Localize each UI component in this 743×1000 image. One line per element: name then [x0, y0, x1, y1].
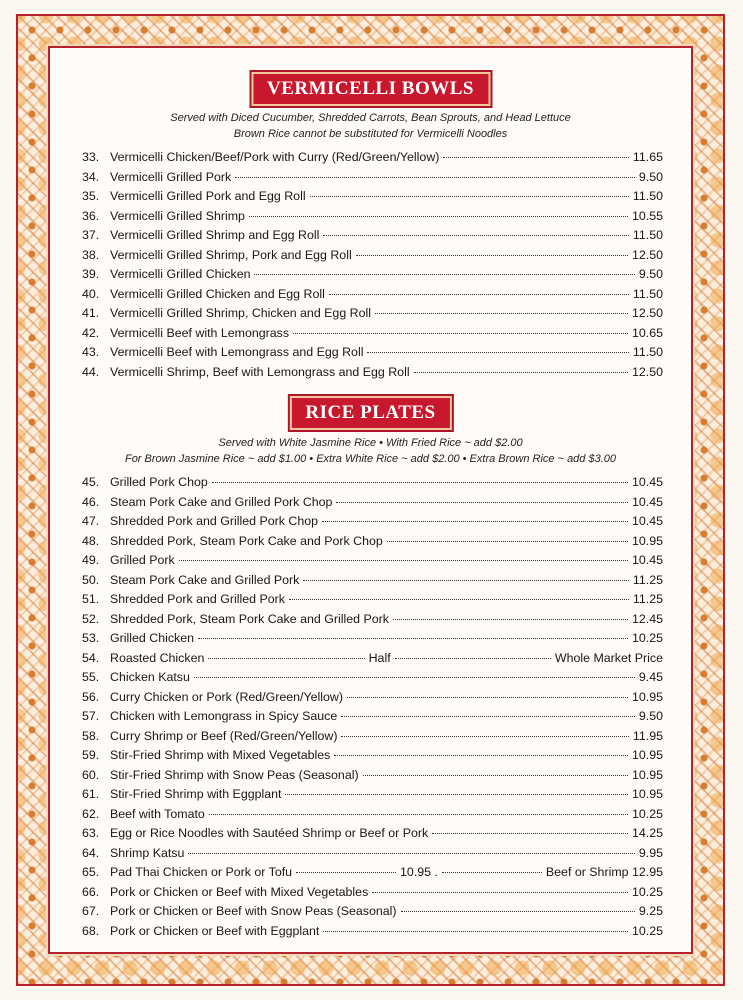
- item-price: 10.95: [631, 748, 663, 762]
- item-name: Pork or Chicken or Beef with Mixed Vegetables: [110, 884, 369, 899]
- item-number: 47.: [82, 514, 100, 528]
- item-price: 10.25: [631, 884, 663, 899]
- dot-leader: [414, 372, 628, 373]
- item-name: Vermicelli Chicken/Beef/Pork with Curry (Red/Green/Yellow): [110, 150, 440, 164]
- item-price: 10.25: [631, 631, 663, 645]
- item-price: Whole Market Price: [554, 650, 664, 665]
- menu-item: [82, 343, 663, 363]
- item-price: 11.25: [632, 572, 663, 587]
- dot-leader: [249, 216, 628, 217]
- item-number: 63.: [82, 826, 100, 840]
- menu-item: [82, 688, 663, 708]
- dot-leader: [235, 177, 635, 178]
- menu-item: [82, 324, 663, 344]
- item-name: Vermicelli Grilled Pork and Egg Roll: [110, 189, 306, 203]
- item-number: 43.: [82, 345, 100, 359]
- dot-leader: [198, 638, 628, 639]
- item-name: Vermicelli Grilled Chicken and Egg Roll: [110, 286, 325, 301]
- item-number: 33.: [82, 150, 100, 164]
- menu-item: [82, 649, 663, 669]
- item-price: 14.25: [631, 826, 663, 840]
- item-price: 11.50: [632, 189, 663, 203]
- menu-item: [82, 265, 663, 285]
- item-name: Pork or Chicken or Beef with Snow Peas (Seasonal): [110, 904, 397, 918]
- item-number: 36.: [82, 208, 100, 223]
- dot-leader: [323, 931, 628, 932]
- dot-leader: [367, 352, 628, 353]
- item-price: 10.95: [631, 689, 663, 704]
- item-half-price: Half: [368, 650, 391, 665]
- rice-note-2: For Brown Jasmine Rice ~ add $1.00 • Extra White Rice ~ add $2.00 • Extra Brown Rice ~ add $3.00: [124, 453, 617, 465]
- item-number: 51.: [82, 592, 100, 606]
- item-price: 10.25: [631, 923, 663, 938]
- dot-leader: [347, 697, 628, 698]
- menu-item: [82, 226, 663, 246]
- item-number: 48.: [82, 533, 100, 548]
- item-name: Stir-Fried Shrimp with Eggplant: [110, 787, 282, 801]
- dot-leader: [334, 755, 628, 756]
- dot-leader: [289, 599, 629, 600]
- item-price: 11.65: [632, 150, 663, 164]
- menu-item: [82, 493, 663, 513]
- dot-leader: [341, 736, 628, 737]
- menu-item: [82, 727, 663, 747]
- menu-item: [82, 629, 663, 649]
- item-number: 57.: [82, 709, 100, 723]
- item-name: Stir-Fried Shrimp with Snow Peas (Seasonal): [110, 767, 359, 782]
- dot-leader: [209, 814, 628, 815]
- item-price: 10.45: [631, 514, 663, 528]
- item-name: Beef with Tomato: [110, 806, 205, 821]
- item-number: 41.: [82, 306, 100, 320]
- item-name: Grilled Pork: [110, 553, 175, 567]
- dot-leader: [254, 274, 634, 275]
- item-name: Egg or Rice Noodles with Sautéed Shrimp or Beef or Pork: [110, 826, 429, 840]
- menu-item: [82, 168, 663, 188]
- menu-item: [82, 785, 663, 805]
- item-number: 56.: [82, 689, 100, 704]
- item-price: 10.95: [631, 767, 663, 782]
- item-half-price: 10.95 .: [400, 865, 438, 879]
- item-number: 46.: [82, 494, 100, 509]
- menu-item: [82, 844, 663, 864]
- menu-item: [82, 207, 663, 227]
- dot-leader: [372, 892, 628, 893]
- menu-item: [82, 668, 663, 688]
- item-number: 61.: [82, 787, 100, 801]
- dot-leader: [401, 911, 635, 912]
- item-number: 68.: [82, 923, 100, 938]
- menu-item: [82, 766, 663, 786]
- menu-item: [82, 746, 663, 766]
- menu-item: [82, 363, 663, 383]
- vermicelli-note-2: Brown Rice cannot be substituted for Vermicelli Noodles: [233, 128, 508, 140]
- dot-leader: [322, 521, 628, 522]
- item-name: Vermicelli Beef with Lemongrass and Egg Roll: [110, 345, 364, 359]
- menu-item: [82, 902, 663, 922]
- item-name: Shredded Pork and Grilled Pork Chop: [110, 514, 319, 528]
- dot-leader: [296, 872, 396, 873]
- menu-item: [82, 824, 663, 844]
- dot-leader: [356, 255, 628, 256]
- dot-leader: [323, 235, 629, 236]
- item-price: 10.45: [631, 553, 663, 567]
- item-number: 64.: [82, 845, 100, 860]
- item-price: 12.50: [631, 247, 663, 262]
- item-price: 10.95: [631, 787, 663, 801]
- dot-leader: [310, 196, 629, 197]
- dot-leader: [395, 658, 551, 659]
- item-name: Grilled Chicken: [110, 631, 195, 645]
- menu-item: [82, 805, 663, 825]
- item-price: 9.25: [638, 904, 663, 918]
- item-number: 62.: [82, 806, 100, 821]
- item-number: 66.: [82, 884, 100, 899]
- menu-item: [82, 551, 663, 571]
- dot-leader: [303, 580, 629, 581]
- item-name: Vermicelli Grilled Shrimp, Chicken and Egg Roll: [110, 306, 371, 320]
- item-name: Chicken Katsu: [110, 670, 190, 684]
- item-number: 52.: [82, 611, 100, 626]
- dot-leader: [336, 502, 628, 503]
- menu-item: [82, 473, 663, 493]
- dot-leader: [375, 313, 628, 314]
- item-name: Vermicelli Grilled Shrimp, Pork and Egg Roll: [110, 247, 352, 262]
- item-name: Curry Chicken or Pork (Red/Green/Yellow): [110, 689, 343, 704]
- item-number: 50.: [82, 572, 100, 587]
- dot-leader: [212, 482, 628, 483]
- menu-item: [82, 532, 663, 552]
- dot-leader: [432, 833, 628, 834]
- item-name: Shredded Pork and Grilled Pork: [110, 592, 285, 606]
- vermicelli-title: VERMICELLI BOWLS: [251, 72, 490, 106]
- vermicelli-list: [82, 148, 663, 382]
- item-price: Beef or Shrimp 12.95: [545, 865, 663, 879]
- item-price: 10.25: [631, 806, 663, 821]
- rice-plates-title: RICE PLATES: [289, 396, 451, 430]
- dot-leader: [341, 716, 635, 717]
- item-price: 9.95: [638, 845, 663, 860]
- rice-note-1: Served with White Jasmine Rice • With Fried Rice ~ add $2.00: [218, 437, 523, 449]
- item-name: Shredded Pork, Steam Pork Cake and Grilled Pork: [110, 611, 389, 626]
- item-number: 42.: [82, 325, 100, 340]
- dot-leader: [363, 775, 628, 776]
- item-number: 34.: [82, 169, 100, 184]
- item-name: Vermicelli Grilled Shrimp: [110, 208, 245, 223]
- item-number: 67.: [82, 904, 100, 918]
- item-name: Grilled Pork Chop: [110, 475, 208, 489]
- menu-item: [82, 707, 663, 727]
- item-number: 60.: [82, 767, 100, 782]
- item-price: 9.50: [638, 169, 663, 184]
- item-price: 11.50: [632, 345, 663, 359]
- menu-item: [82, 148, 663, 168]
- item-number: 59.: [82, 748, 100, 762]
- item-price: 10.45: [631, 475, 663, 489]
- menu-item: [82, 304, 663, 324]
- menu-item: [82, 571, 663, 591]
- item-number: 49.: [82, 553, 100, 567]
- item-price: 11.25: [632, 592, 663, 606]
- item-number: 40.: [82, 286, 100, 301]
- item-name: Roasted Chicken: [110, 650, 205, 665]
- dot-leader: [387, 541, 628, 542]
- item-price: 10.65: [631, 325, 663, 340]
- item-price: 10.55: [631, 208, 663, 223]
- dot-leader: [179, 560, 628, 561]
- item-name: Shredded Pork, Steam Pork Cake and Pork Chop: [110, 533, 383, 548]
- item-name: Pad Thai Chicken or Pork or Tofu: [110, 865, 293, 879]
- item-name: Stir-Fried Shrimp with Mixed Vegetables: [110, 748, 331, 762]
- item-price: 11.95: [632, 728, 663, 743]
- menu-item: [82, 512, 663, 532]
- item-number: 38.: [82, 247, 100, 262]
- item-name: Shrimp Katsu: [110, 845, 185, 860]
- menu-item: [82, 285, 663, 305]
- item-price: 9.50: [638, 709, 663, 723]
- item-number: 53.: [82, 631, 100, 645]
- item-name: Chicken with Lemongrass in Spicy Sauce: [110, 709, 338, 723]
- item-name: Pork or Chicken or Beef with Eggplant: [110, 923, 320, 938]
- item-name: Curry Shrimp or Beef (Red/Green/Yellow): [110, 728, 338, 743]
- item-price: 12.50: [631, 364, 663, 379]
- item-number: 55.: [82, 670, 100, 684]
- menu-item: [82, 187, 663, 207]
- dot-leader: [329, 294, 629, 295]
- dot-leader: [208, 658, 364, 659]
- item-name: Steam Pork Cake and Grilled Pork Chop: [110, 494, 333, 509]
- item-price: 10.45: [631, 494, 663, 509]
- item-number: 58.: [82, 728, 100, 743]
- menu-item: [82, 863, 663, 883]
- item-number: 45.: [82, 475, 100, 489]
- dot-leader: [393, 619, 628, 620]
- item-number: 54.: [82, 650, 100, 665]
- item-name: Vermicelli Grilled Shrimp and Egg Roll: [110, 228, 320, 242]
- item-number: 37.: [82, 228, 100, 242]
- menu-item: [82, 922, 663, 942]
- dot-leader: [285, 794, 628, 795]
- menu-item: [82, 610, 663, 630]
- item-price: 9.45: [638, 670, 663, 684]
- dot-leader: [293, 333, 628, 334]
- menu-content: [48, 46, 693, 954]
- item-price: 11.50: [632, 228, 663, 242]
- item-price: 9.50: [638, 267, 663, 281]
- dot-leader: [188, 853, 635, 854]
- item-number: 39.: [82, 267, 100, 281]
- menu-item: [82, 883, 663, 903]
- item-name: Vermicelli Grilled Pork: [110, 169, 232, 184]
- dot-leader: [194, 677, 635, 678]
- item-price: 11.50: [632, 286, 663, 301]
- vermicelli-note-1: Served with Diced Cucumber, Shredded Carrots, Bean Sprouts, and Head Lettuce: [170, 112, 571, 124]
- dot-leader: [443, 157, 629, 158]
- item-number: 65.: [82, 865, 100, 879]
- menu-item: [82, 590, 663, 610]
- item-price: 10.95: [631, 533, 663, 548]
- item-number: 44.: [82, 364, 100, 379]
- rice-plates-list: [82, 473, 663, 941]
- item-name: Vermicelli Beef with Lemongrass: [110, 325, 290, 340]
- item-price: 12.50: [631, 306, 663, 320]
- dot-leader: [442, 872, 542, 873]
- menu-item: [82, 246, 663, 266]
- item-price: 12.45: [631, 611, 663, 626]
- item-name: Steam Pork Cake and Grilled Pork: [110, 572, 300, 587]
- item-name: Vermicelli Shrimp, Beef with Lemongrass and Egg Roll: [110, 364, 410, 379]
- item-name: Vermicelli Grilled Chicken: [110, 267, 251, 281]
- item-number: 35.: [82, 189, 100, 203]
